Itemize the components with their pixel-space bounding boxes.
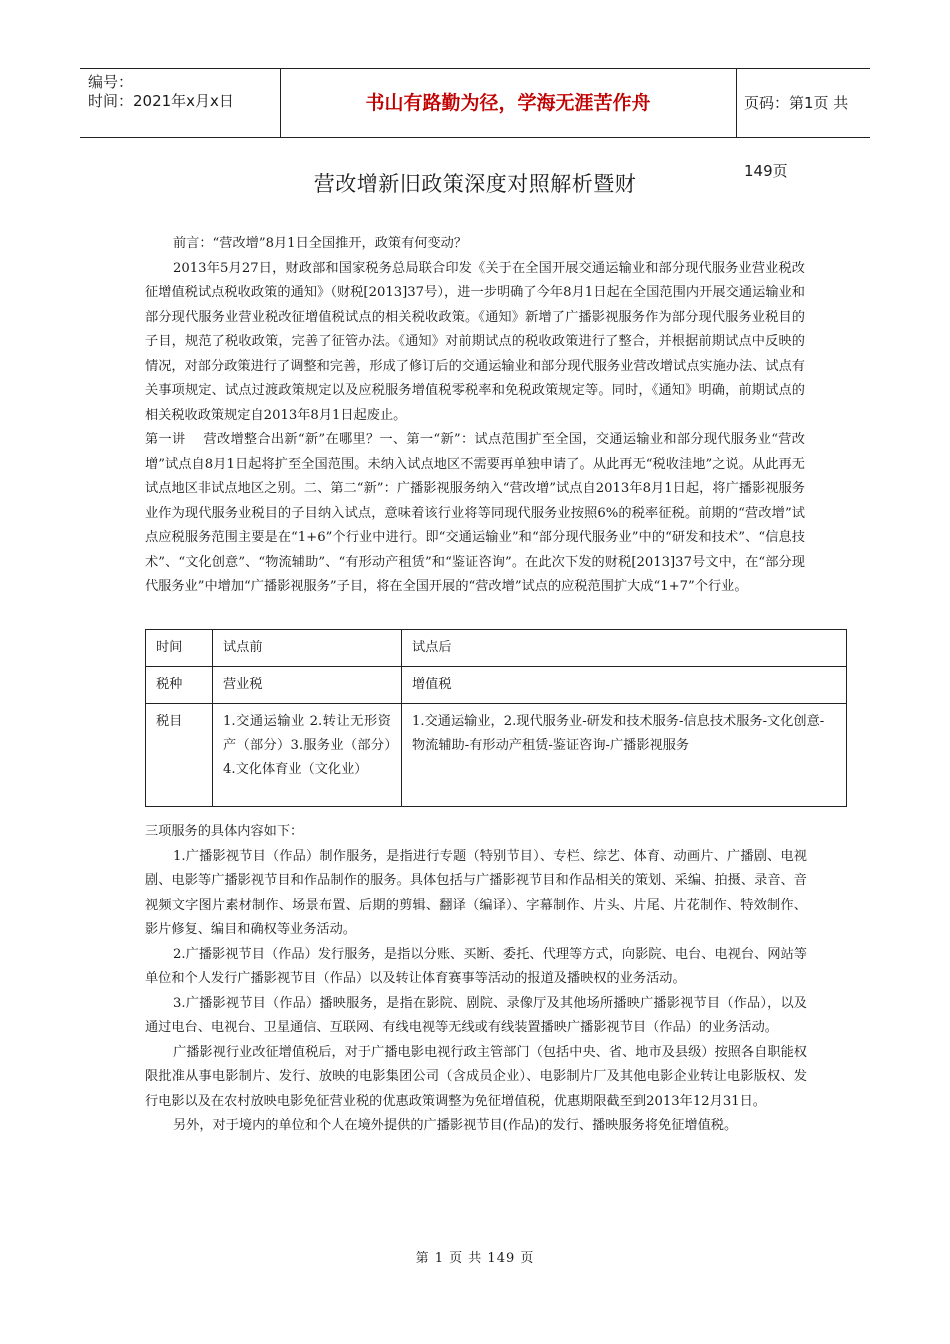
service-item: 2.广播影视节目（作品）发行服务，是指以分账、买断、委托、代理等方式，向影院、电台、电视台、网站等单位和个人发行广播影视节目（作品）以及转让体育赛事等活动的报道及播映权的业务活动。	[145, 946, 807, 986]
table-header-cell: 试点前	[213, 630, 402, 667]
table-cell: 税目	[146, 704, 213, 807]
document-number: 编号：	[88, 73, 134, 91]
header-divider	[736, 69, 737, 137]
comparison-table	[145, 629, 847, 807]
service-item: 3.广播影视节目（作品）播映服务，是指在影院、剧院、录像厅及其他场所播映广播影视节目（作品），以及通过电台、电视台、卫星通信、互联网、有线电视等无线或有线装置播映广播影视节目（作品）的业务活动。	[145, 995, 807, 1035]
table-row	[146, 667, 847, 704]
header-meta	[88, 73, 278, 111]
services-section	[145, 820, 807, 1139]
body-paragraph: 2013年5月27日，财政部和国家税务总局联合印发《关于在全国开展交通运输业和部分现代服务业营业税改征增值税试点税收政策的通知》（财税[2013]37号），进一步明确了今年8月1日起在全国范围内开展交通运输业和部分现代服务业营业税改征增值税试点的相关税收政策。《通知》新增了广播影视服务作为部分现代服务业税目的子目，规范了税收政策，完善了征管办法。《通知》对前期试点的税收政策进行了整合，并根据前期试点中反映的情况，对部分政策进行了调整和完善，形成了修订后的交通运输业和部分现代服务业营改增试点实施办法、试点有关事项规定、试点过渡政策规定以及应税服务增值税零税率和免税政策规定等。同时，《通知》明确，前期试点的相关税收政策规定自2013年8月1日起废止。	[145, 260, 805, 423]
table-cell: 营业税	[213, 667, 402, 704]
intro-section	[145, 232, 805, 600]
header-motto: 书山有路勤为径，学海无涯苦作舟	[365, 92, 651, 114]
table-header-row	[146, 630, 847, 667]
header-page-number: 页码：第1页 共149页	[744, 94, 849, 180]
document-title: 营改增新旧政策深度对照解析暨财	[313, 172, 637, 196]
table-header-cell: 试点后	[402, 630, 847, 667]
service-item: 1.广播影视节目（作品）制作服务，是指进行专题（特别节目）、专栏、综艺、体育、动画片、广播剧、电视剧、电影等广播影视节目和作品制作的服务。具体包括与广播影视节目和作品相关的策划、采编、拍摄、录音、音视频文字图片素材制作、场景布置、后期的剪辑、翻译（编译）、字幕制作、片头、片尾、片花制作、特效制作、影片修复、编目和确权等业务活动。	[145, 848, 807, 937]
table-header-cell: 时间	[146, 630, 213, 667]
page-footer: 第 1 页 共 149 页	[415, 1251, 535, 1266]
preface-paragraph: 前言：“营改增”8月1日全国推开，政策有何变动？	[173, 236, 468, 251]
table-row	[146, 704, 847, 807]
page-header	[80, 68, 870, 180]
body-paragraph: 广播影视行业改征增值税后，对于广播电影电视行政主管部门（包括中央、省、地市及县级）按照各自职能权限批准从事电影制片、发行、放映的电影集团公司（含成员企业）、电影制片厂及其他电影企业转让电影版权、发行电影以及在农村放映电影免征营业税的优惠政策调整为免征增值税，优惠期限截至到2013年12月31日。	[145, 1044, 807, 1109]
table-cell: 税种	[146, 667, 213, 704]
lecture-paragraph: 第一讲 营改增整合出新“新”在哪里？一、第一“新”：试点范围扩至全国，交通运输业和部分现代服务业“营改增”试点自8月1日起将扩至全国范围。未纳入试点地区不需要再单独申请了。从此再无“税收洼地”之说。从此再无试点地区非试点地区之别。二、第二“新”：广播影视服务纳入“营改增”试点自2013年8月1日起，将广播影视服务业作为现代服务业税目的子目纳入试点，意味着该行业将等同现代服务业按照6%的税率征税。前期的“营改增”试点应税服务范围主要是在“1+6”个行业中进行。即“交通运输业”和“部分现代服务业”中的“研发和技术”、“信息技术”、“文化创意”、“物流辅助”、“有形动产租赁”和“鉴证咨询”。在此次下发的财税[2013]37号文中，在“部分现代服务业”中增加“广播影视服务”子目，将在全国开展的“营改增”试点的应税范围扩大成“1+7”个行业。	[145, 432, 805, 594]
services-intro: 三项服务的具体内容如下：	[145, 824, 304, 839]
table-cell: 1.交通运输业，2.现代服务业-研发和技术服务-信息技术服务-文化创意-物流辅助-有形动产租赁-鉴证咨询-广播影视服务	[402, 704, 847, 807]
body-paragraph: 另外，对于境内的单位和个人在境外提供的广播影视节目(作品)的发行、播映服务将免征增值税。	[173, 1118, 738, 1133]
table-cell: 增值税	[402, 667, 847, 704]
document-time: 时间：2021年x月x日	[88, 92, 234, 110]
header-divider	[280, 69, 281, 137]
table-cell: 1.交通运输业 2.转让无形资产（部分）3.服务业（部分）4.文化体育业（文化业）	[213, 704, 402, 807]
